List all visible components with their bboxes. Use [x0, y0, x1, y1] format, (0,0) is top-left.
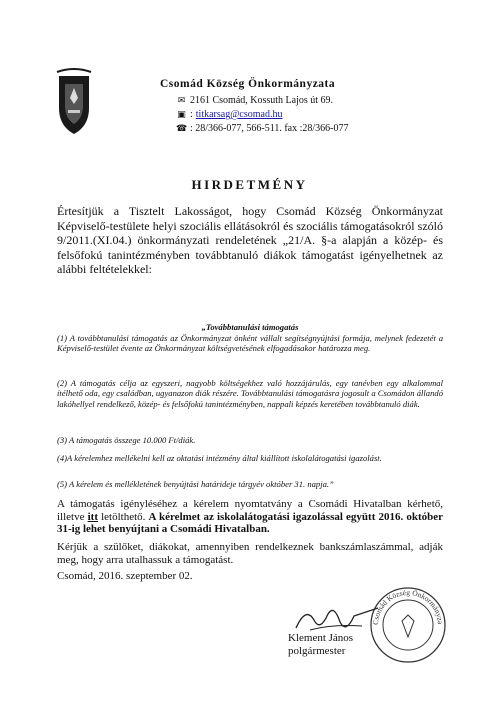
deadline-text: A kérelmet az iskolalátogatási igazolással együtt 2016. október 31-ig lehet benyújtani a Csomádi Hivatalban.: [57, 510, 443, 535]
official-stamp: [368, 585, 448, 665]
phone-icon: ☎: [176, 123, 188, 133]
rule-item-3: (3) A támogatás összege 10.000 Ft/diák.: [57, 435, 196, 445]
intro-paragraph: Értesítjük a Tisztelt Lakosságot, hogy Csomád Község Önkormányzat Képviselő-testülete helyi szociális ellátásokról és szociális támogatásokról szóló 9/2011.(XI.04.) önkormányzati rendeletének „21/A. §-a alapján a közép- és felsőfokú tanintézményben továbbtanuló diákok támogatást igényelhetnek az alábbi feltételekkel:: [57, 204, 443, 276]
page-title: HIRDETMÉNY: [191, 177, 308, 192]
signatory-name: Klement János: [288, 632, 354, 644]
email-link[interactable]: titkarsag@csomad.hu: [195, 109, 283, 120]
download-link[interactable]: itt: [87, 510, 98, 523]
address-line: [176, 95, 333, 106]
rule-item-1: (1) A továbbtanulási támogatás az Önkormányzat önként vállalt segítségnyújtási formája, melynek fedezetét a Képviselő-testület évente az Önkormányzat költségvetésének elfogadásakor határozza meg.: [57, 333, 443, 354]
rule-item-5: (5) A kérelem és mellékletének benyújtási határideje tárgyév október 31. napja.”: [57, 479, 334, 489]
signatory-title: polgármester: [288, 645, 346, 657]
address-text: 2161 Csomád, Kossuth Lajos út 69.: [190, 95, 334, 106]
coat-of-arms-logo: [55, 68, 93, 138]
rule-item-4: (4)A kérelemhez mellékelni kell az oktatási intézmény által kiállított iskolalátogatási igazolást.: [57, 453, 382, 463]
application-text-end: letölthető.: [98, 510, 146, 523]
envelope-icon: ✉: [177, 95, 186, 105]
date-line: Csomád, 2016. szeptember 02.: [57, 570, 193, 582]
computer-icon: ▣: [177, 109, 186, 119]
application-text: A támogatás igényléséhez a kérelem nyomtatvány a Csomádi Hivatalban kérhető, illetve: [57, 498, 443, 523]
bank-account-paragraph: Kérjük a szülőket, diákokat, amennyiben rendelkeznek bankszámlaszámmal, adják meg, hogy arra utalhassuk a támogatást.: [57, 541, 443, 566]
phone-text: : 28/366-077, 566-511. fax :28/366-077: [190, 123, 349, 134]
application-paragraph: [57, 498, 443, 536]
rule-item-2: (2) A támogatás célja az egyszeri, nagyobb költségekhez való hozzájárulás, egy tanévben egy alkalommal ítélhető oda, egy családban, ugyanazon diák részére. Továbbtanulási támogatásra jogosult a Csomádon állandó lakóhellyel rendelkező, közép- és felsőfokú tanintézményben, nappali képzés keretében továbbtanuló diák.: [57, 378, 443, 409]
phone-line: [176, 123, 349, 134]
stamp-text: Csomád Község Önkormányza: [370, 587, 446, 626]
email-line: ▣ : titkarsag@csomad.hu: [177, 109, 283, 120]
organization-name: Csomád Község Önkormányzata: [160, 78, 336, 90]
svg-text:Csomád Község Önkormányzata: [368, 585, 445, 625]
rules-title: „Továbbtanulási támogatás: [201, 322, 299, 332]
